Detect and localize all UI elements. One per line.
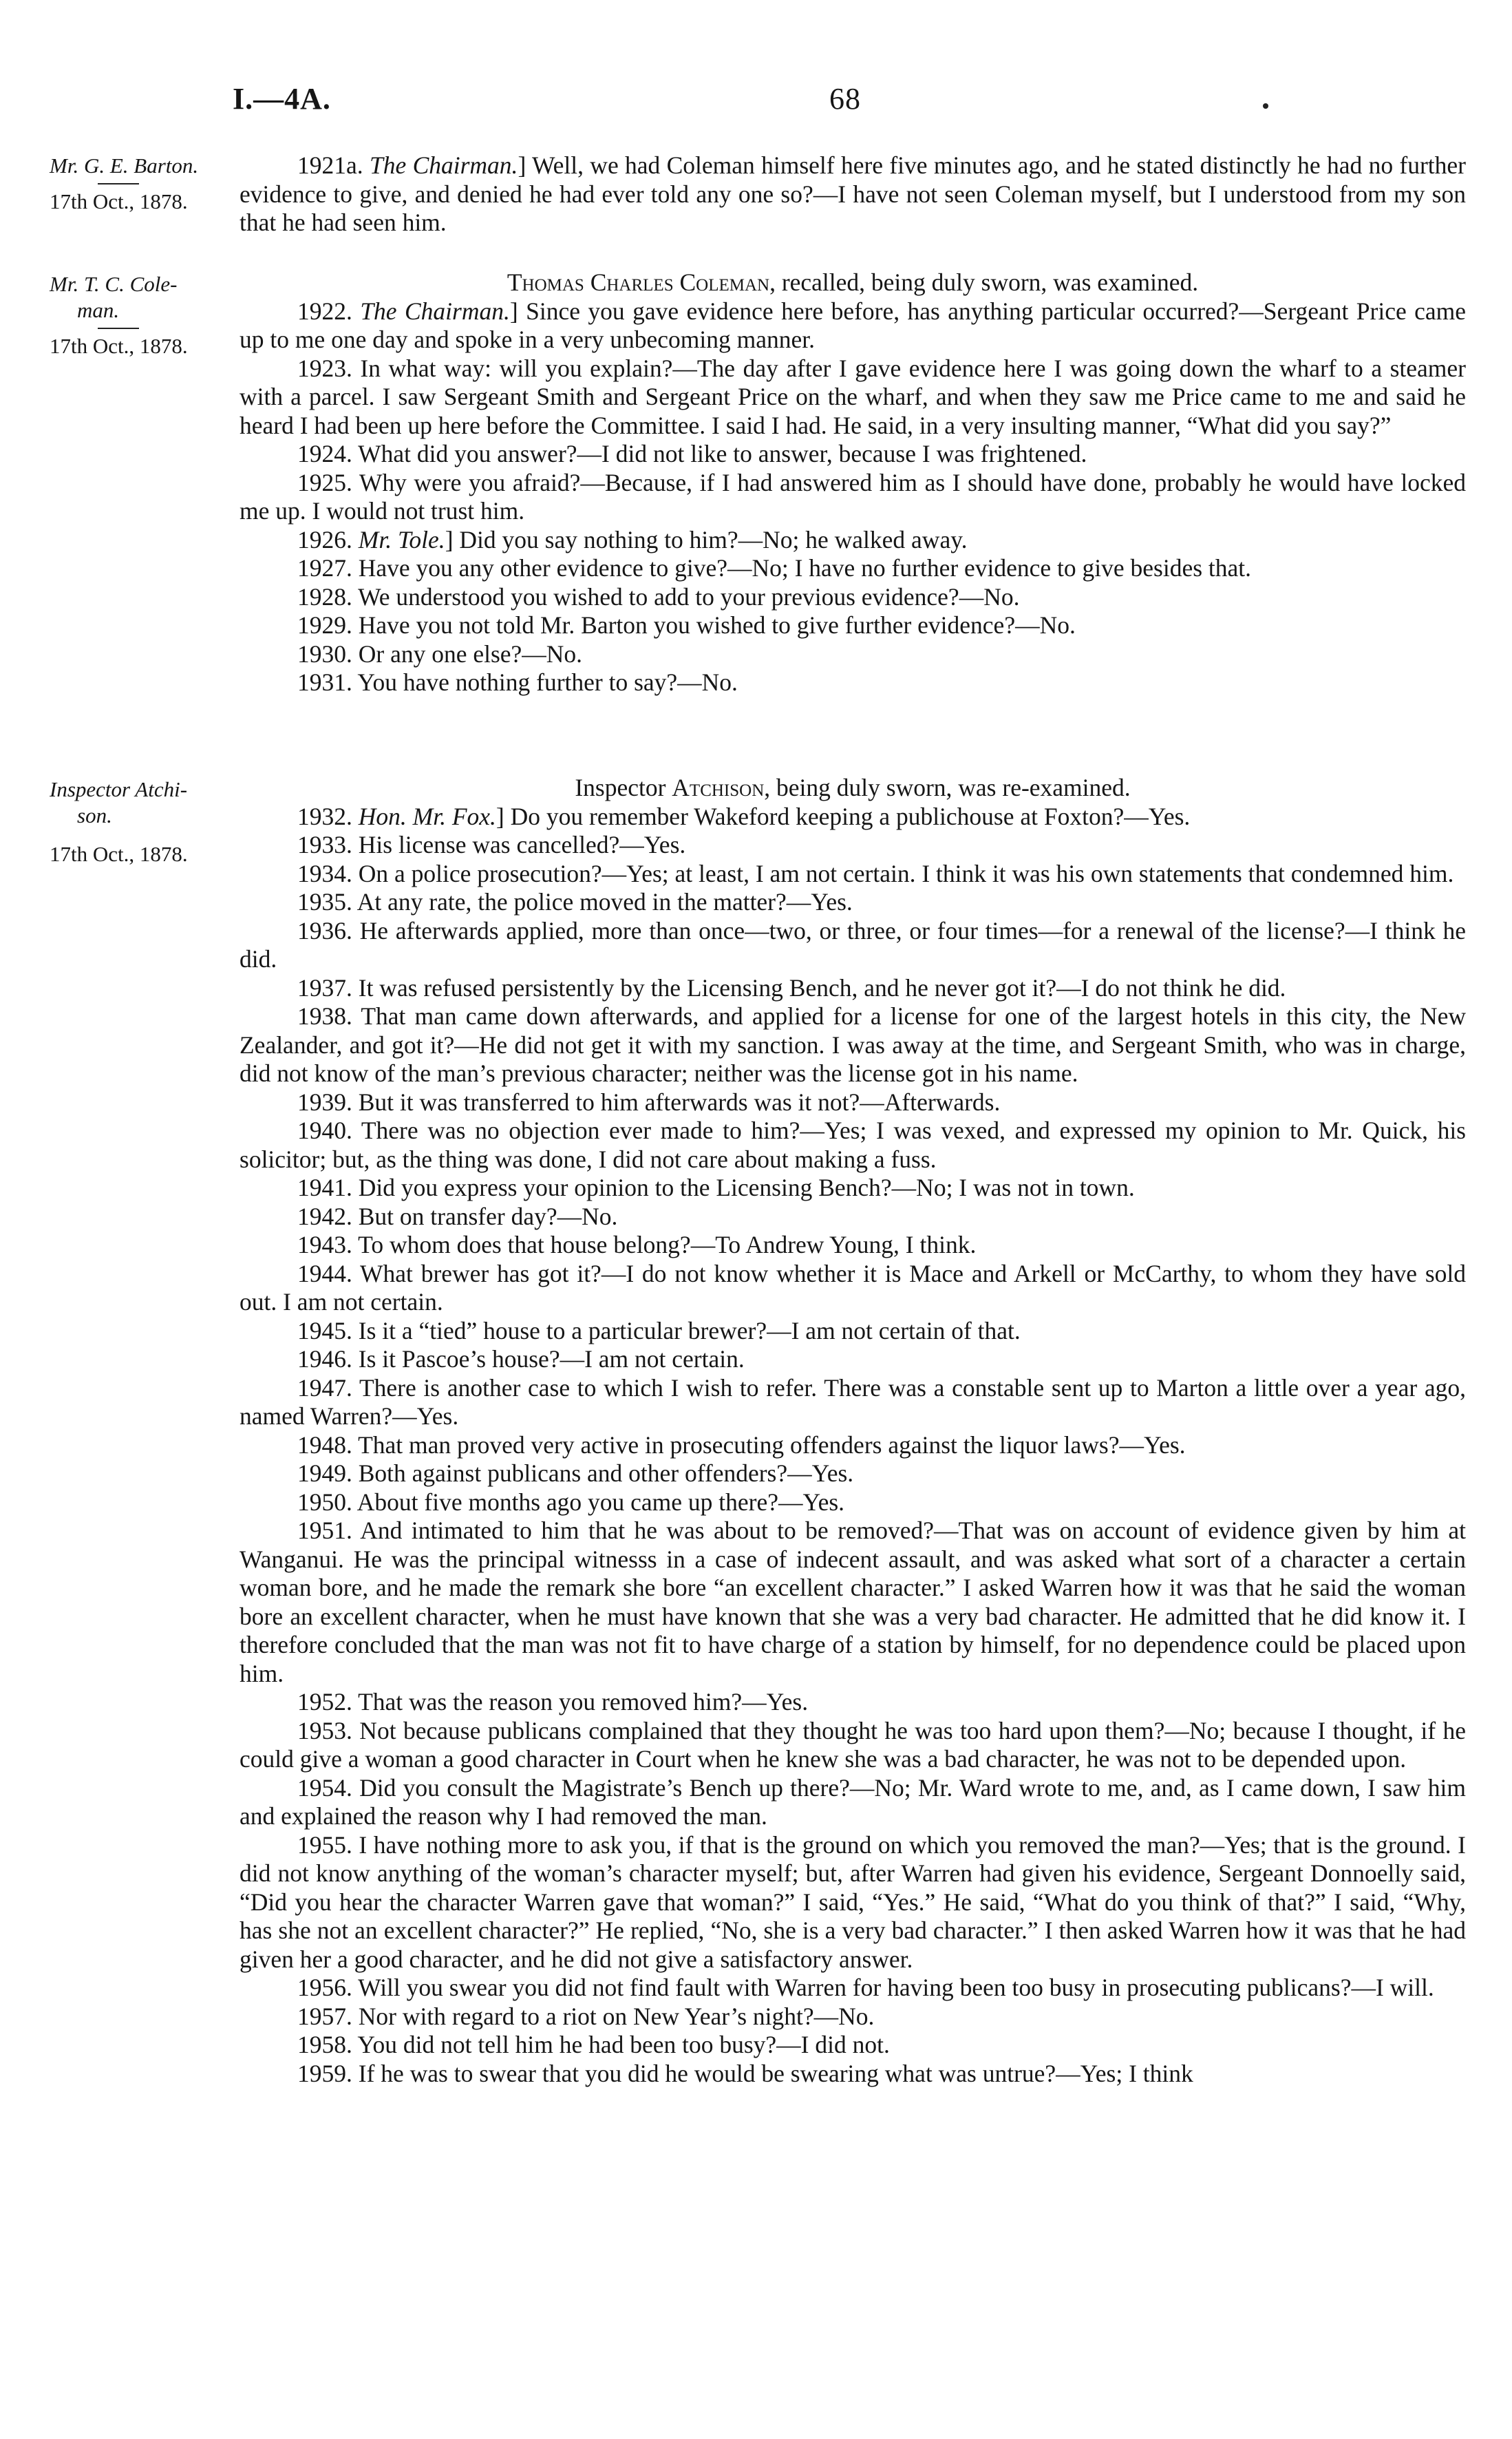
question-1952: 1952. That was the reason you removed him?—Yes. bbox=[297, 1688, 809, 1715]
question-1957: 1957. Nor with regard to a riot on New Year’s night?—No. bbox=[297, 2002, 875, 2030]
section-atchison bbox=[239, 774, 1466, 2088]
question-1954: 1954. Did you consult the Magistrate’s Bench up there?—No; Mr. Ward wrote to me, and, as I came down, I saw him and explained the reason why I had removed the man. bbox=[239, 1773, 1466, 1830]
sidenote-witness-name: Mr. G. E. Barton. bbox=[50, 154, 199, 178]
question-1923: 1923. In what way: will you explain?—The day after I gave evidence here I was going down the wharf to a steamer with a parcel. I saw Sergeant Smith and Sergeant Price on the wharf, and when they saw me Price came to me and said he heard I had been up here before the Committee. I said I had. He said, in a very insulting manner, “What did you say?” bbox=[239, 354, 1466, 439]
question-1925: 1925. Why were you afraid?—Because, if I had answered him as I should have done, probably he would have locked me up. I would not trust him. bbox=[239, 468, 1466, 525]
question-1955: 1955. I have nothing more to ask you, if that is the ground on which you removed the man?—Yes; that is the ground. I did not know anything of the woman’s character myself; but, after Warren had given his evidence, Sergeant Donnoelly said, “Did you hear the character Warren gave that woman?” I said, “Yes.” He said, “What do you think of that?” I said, “Why, has she not an excellent character?” He replied, “No, she is a very bad character.” I then asked Warren how it was that he had given her a good character, and he did not give a satisfactory answer. bbox=[239, 1830, 1466, 1973]
sidenote-witness-name-cont: man. bbox=[77, 298, 120, 322]
question-1941: 1941. Did you express your opinion to the Licensing Bench?—No; I was not in town. bbox=[297, 1174, 1135, 1201]
question-1922: 1922. The Chairman.] Since you gave evidence here before, has anything particular occurred?—Sergeant Price came up to me one day and spoke in a very unbecoming manner. bbox=[239, 297, 1467, 353]
question-1937: 1937. It was refused persistently by the Licensing Bench, and he never got it?—I do not think he did. bbox=[297, 973, 1286, 1002]
document-reference: I.—4A. bbox=[233, 82, 331, 116]
sidenote-atchison bbox=[50, 777, 249, 867]
section-barton bbox=[239, 151, 1466, 237]
question-1958: 1958. You did not tell him he had been too busy?—I did not. bbox=[297, 2031, 890, 2058]
question-1947: 1947. There is another case to which I wish to refer. There was a constable sent up to Marton a little over a year ago, named Warren?—Yes. bbox=[239, 1373, 1466, 1430]
question-1924: 1924. What did you answer?—I did not like to answer, because I was frightened. bbox=[297, 440, 1087, 467]
question-1945: 1945. Is it a “tied” house to a particular brewer?—I am not certain of that. bbox=[297, 1316, 1021, 1344]
question-1942: 1942. But on transfer day?—No. bbox=[297, 1202, 618, 1230]
question-1935: 1935. At any rate, the police moved in the matter?—Yes. bbox=[297, 888, 853, 916]
question-1948: 1948. That man proved very active in prosecuting offenders against the liquor laws?—Yes. bbox=[297, 1430, 1186, 1459]
question-1950: 1950. About five months ago you came up there?—Yes. bbox=[297, 1488, 845, 1516]
sidenote-witness-name-cont: son. bbox=[77, 803, 112, 827]
question-1946: 1946. Is it Pascoe’s house?—I am not certain. bbox=[297, 1345, 745, 1373]
sidenote-witness-name: Mr. T. C. Cole- bbox=[50, 272, 178, 296]
printer-mark bbox=[1263, 103, 1268, 109]
question-1931: 1931. You have nothing further to say?—No. bbox=[297, 668, 738, 696]
question-1929: 1929. Have you not told Mr. Barton you wished to give further evidence?—No. bbox=[297, 611, 1076, 639]
sidenote-date: 17th Oct., 1878. bbox=[50, 189, 188, 213]
question-1921a: 1921a. The Chairman.] Well, we had Coleman himself here five minutes ago, and he stated distinctly he had no further evidence to give, and denied he had ever told any one so?—I have not seen Coleman myself, but I understood from my son that he had seen him. bbox=[239, 151, 1466, 236]
sidenote-date: 17th Oct., 1878. bbox=[50, 334, 188, 358]
question-1959: 1959. If he was to swear that you did he would be swearing what was untrue?—Yes; I think bbox=[297, 2059, 1193, 2087]
question-1944: 1944. What brewer has got it?—I do not know whether it is Mace and Arkell or McCarthy, to whom they have sold out. I am not certain. bbox=[239, 1259, 1466, 1316]
question-1939: 1939. But it was transferred to him afterwards was it not?—Afterwards. bbox=[297, 1088, 1001, 1116]
sidenote-witness-name: Inspector Atchi- bbox=[50, 777, 188, 801]
page-number: 68 bbox=[829, 82, 861, 116]
witness-heading: Inspector Atchison, being duly sworn, was re-examined. bbox=[575, 774, 1131, 801]
question-1928: 1928. We understood you wished to add to your previous evidence?—No. bbox=[297, 582, 1020, 611]
witness-heading: Thomas Charles Coleman, recalled, being duly sworn, was examined. bbox=[507, 268, 1199, 296]
sidenote-date: 17th Oct., 1878. bbox=[50, 842, 188, 866]
question-1934: 1934. On a police prosecution?—Yes; at least, I am not certain. I think it was his own statements that condemned him. bbox=[297, 859, 1454, 887]
question-1938: 1938. That man came down afterwards, and applied for a license for one of the largest hotels in this city, the New Zealander, and got it?—He did not get it with my sanction. I was away at the time, and Sergeant Smith, who was in charge, did not know of the man’s previous character; neither was the license got in his name. bbox=[239, 1002, 1466, 1087]
question-1926: 1926. Mr. Tole.] Did you say nothing to him?—No; he walked away. bbox=[297, 525, 968, 553]
question-1949: 1949. Both against publicans and other offenders?—Yes. bbox=[297, 1459, 854, 1487]
question-1932: 1932. Hon. Mr. Fox.] Do you remember Wakeford keeping a publichouse at Foxton?—Yes. bbox=[297, 802, 1191, 830]
question-1940: 1940. There was no objection ever made to him?—Yes; I was vexed, and expressed my opinion to Mr. Quick, his solicitor; but, as the thing was done, I did not care about making a fuss. bbox=[239, 1117, 1466, 1173]
question-1936: 1936. He afterwards applied, more than once—two, or three, or four times—for a renewal of the license?—I think he did. bbox=[239, 916, 1466, 973]
question-1927: 1927. Have you any other evidence to give?—No; I have no further evidence to give besides that. bbox=[297, 554, 1252, 582]
question-1956: 1956. Will you swear you did not find fault with Warren for having been too busy in prosecuting publicans?—I will. bbox=[297, 1974, 1434, 2001]
question-1943: 1943. To whom does that house belong?—To Andrew Young, I think. bbox=[297, 1231, 977, 1258]
sidenote-barton bbox=[50, 153, 249, 215]
sidenote-divider bbox=[98, 183, 139, 184]
question-1953: 1953. Not because publicans complained that they thought he was too hard upon them?—No; because I thought, if he could give a woman a good character in Court when he knew she was a bad character, he was not to be depended upon. bbox=[239, 1716, 1466, 1773]
sidenote-coleman bbox=[50, 271, 249, 359]
question-1930: 1930. Or any one else?—No. bbox=[297, 640, 583, 668]
sidenote-divider bbox=[98, 328, 139, 329]
question-1933: 1933. His license was cancelled?—Yes. bbox=[297, 831, 686, 858]
question-1951: 1951. And intimated to him that he was about to be removed?—That was on account of evidence given by him at Wanganui. He was the principal witnesss in a case of indecent assault, and was asked what sort of a character a certain woman bore, and he made the remark she bore “an excellent character.” I asked Warren how it was that he said the woman bore an excellent character, when he must have known that she was a very bad character. He admitted that he did know it. I therefore concluded that the man was not fit to have charge of a station by himself, for no dependence could be placed upon him. bbox=[239, 1517, 1466, 1687]
section-coleman bbox=[239, 268, 1466, 697]
